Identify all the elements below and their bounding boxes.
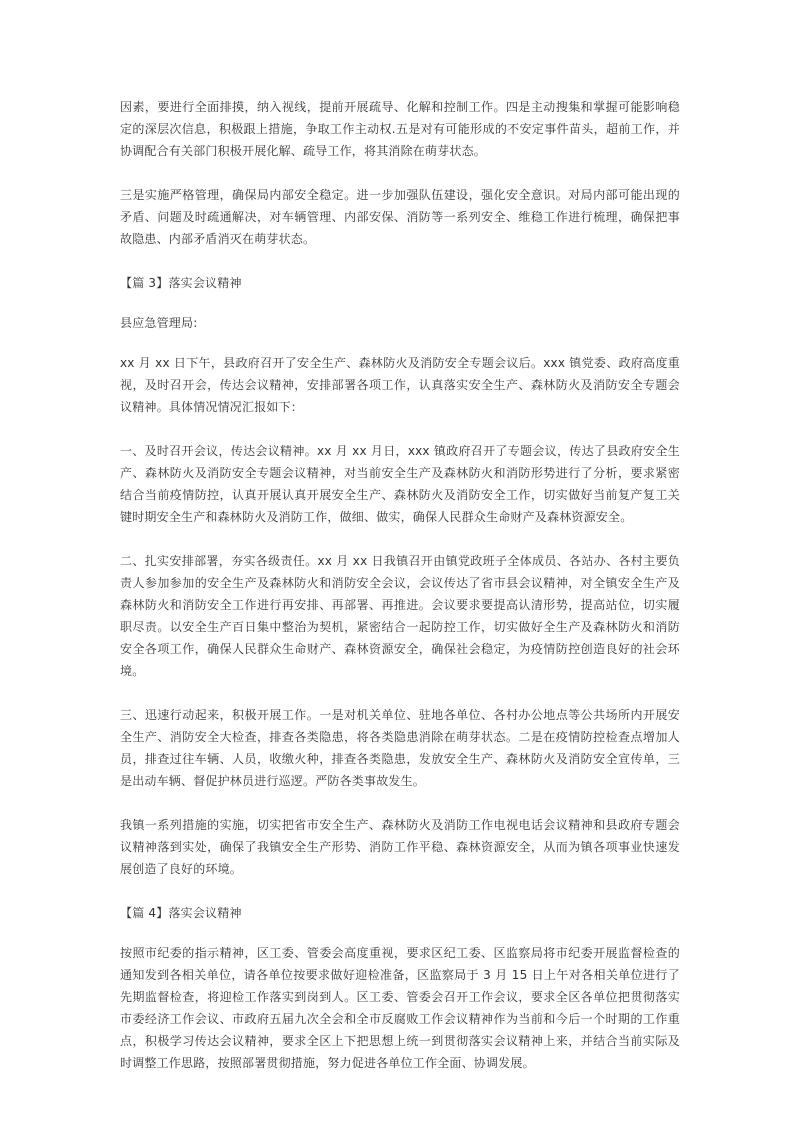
document-body: [120, 96, 680, 1096]
salutation: 县应急管理局:: [120, 316, 198, 330]
paragraph-risk-screening: 因素，要进行全面排摸，纳入视线，提前开展疏导、化解和控制工作。四是主动搜集和掌握可能影响稳定的深层次信息，积极跟上措施，争取工作主动权.五是对有可能形成的不安定事件苗头，超前工作，并协调配合有关部门积极开展化解、疏导工作，将其消除在萌芽状态。: [120, 100, 680, 158]
paragraph-item-one: 一、及时召开会议，传达会议精神。xx 月 xx 月日，xxx 镇政府召开了专题会议，传达了县政府安全生产、森林防火及消防安全专题会议精神，对当前安全生产及森林防火和消防形势进行了分析，要求紧密结合当前疫情防控，认真开展认真开展安全生产、森林防火及消防安全工作，切实做好当前复产复工关键时期安全生产和森林防火及消防工作，做细、做实，确保人民群众生命财产及森林资源安全。: [120, 444, 680, 524]
paragraph-discipline-inspection: 按照市纪委的指示精神，区工委、管委会高度重视，要求区纪工委、区监察局将市纪委开展监督检查的通知发到各相关单位，请各单位按要求做好迎检准备，区监察局于 3 月 15 日上午对各相关单位进行了先期监督检查，将迎检工作落实到岗到人。区工委、管委会召开工作会议，要求全区各单位把贯彻落实市委经济工作会议、市政府五届九次全会和全市反腐败工作会议精神作为当前和今后一个时期的工作重点，积极学习传达会议精神，要求全区上下把思想上统一到贯彻落实会议精神上来，并结合当前实际及时调整工作思路，按照部署贯彻措施，努力促进各单位工作全面、协调发展。: [120, 946, 680, 1070]
section-heading-part-3: 【篇 3】落实会议精神: [120, 276, 242, 290]
section-heading-part-4: 【篇 4】落实会议精神: [120, 906, 242, 920]
paragraph-item-two: 二、扎实安排部署，夯实各级责任。xx 月 xx 日我镇召开由镇党政班子全体成员、各站办、各村主要负责人参加参加的安全生产及森林防火和消防安全会议，会议传达了省市县会议精神，对全镇安全生产及森林防火和消防安全工作进行再安排、再部署、再推进。会议要求要提高认清形势，提高站位，切实履职尽责。以安全生产百日集中整治为契机，紧密结合一起防控工作，切实做好全生产及森林防火和消防安全各项工作，确保人民群众生命财产、森林资源安全，确保社会稳定，为疫情防控创造良好的社会环境。: [120, 554, 680, 678]
paragraph-internal-management: 三是实施严格管理，确保局内部安全稳定。进一步加强队伍建设，强化安全意识。对局内部可能出现的矛盾、问题及时疏通解决，对车辆管理、内部安保、消防等一系列安全、维稳工作进行梳理，确保把事故隐患、内部矛盾消灭在萌芽状态。: [120, 188, 680, 246]
paragraph-summary: 我镇一系列措施的实施，切实把省市安全生产、森林防火及消防工作电视电话会议精神和县政府专题会议精神落到实处，确保了我镇安全生产形势、消防工作平稳、森林资源安全，从而为镇各项事业快速发展创造了良好的环境。: [120, 818, 680, 876]
paragraph-meeting-intro: xx 月 xx 日下午，县政府召开了安全生产、森林防火及消防安全专题会议后。xxx 镇党委、政府高度重视，及时召开会，传达会议精神，安排部署各项工作，认真落实安全生产、森林防火及消防安全专题会议精神。具体情况情况汇报如下：: [120, 356, 680, 414]
paragraph-item-three: 三、迅速行动起来，积极开展工作。一是对机关单位、驻地各单位、各村办公地点等公共场所内开展安全生产、消防安全大检查，排查各类隐患，将各类隐患消除在萌芽状态。二是在疫情防控检查点增加人员，排查过往车辆、人员，收缴火种，排查各类隐患，发放安全生产、森林防火及消防安全宣传单，三是出动车辆、督促护林员进行巡逻。严防各类事故发生。: [120, 708, 680, 788]
